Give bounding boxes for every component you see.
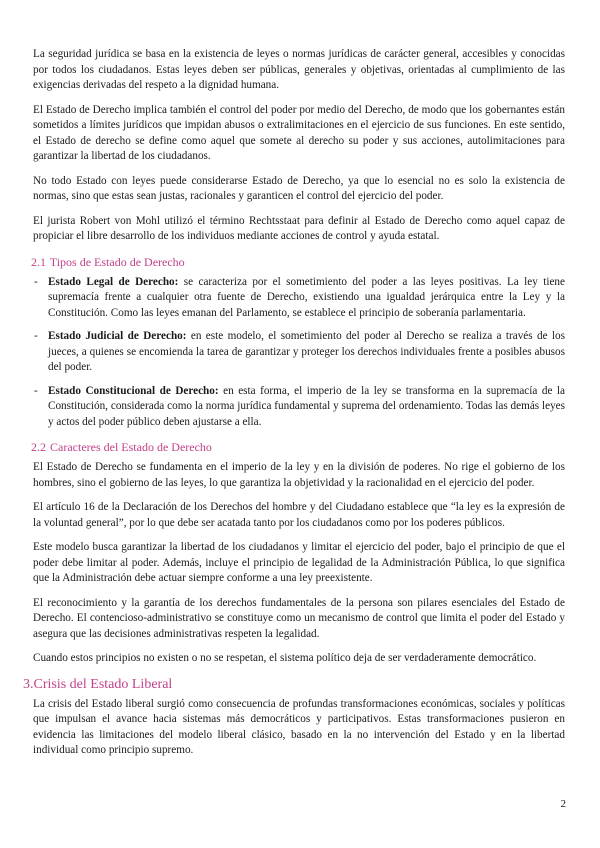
term-estado-legal: Estado Legal de Derecho: bbox=[48, 275, 179, 288]
description-estado-judicial: en este modelo, el sometimiento del poder al Derecho se realiza a través de los jueces, a quienes se encomienda la tarea de garantizar y proteger los derechos individuales frente a posibles abusos del poder. bbox=[48, 330, 565, 373]
section-2-2-heading bbox=[31, 440, 565, 455]
description-estado-legal: se caracteriza por el sometimiento del poder a las leyes positivas. La ley tiene supremacía frente a cualquier otra fuente de Derecho, existiendo una igualdad jerárquica entre la Ley y la Constitución. Como las leyes emanan del Parlamento, se establece el principio de soberanía parlamentaria. bbox=[48, 275, 565, 319]
section-2-2-number: 2.2 bbox=[31, 440, 46, 454]
intro-paragraph-2: El Estado de Derecho implica también el control del poder por medio del Derecho, de modo que los gobernantes están sometidos a límites jurídicos que impidan abusos o extralimitaciones en el ejercicio de sus funciones. En este sentido, el Estado de derecho se define como aquel que somete al derecho su poder y sus acciones, autolimitaciones para garantizar la libertad de los ciudadanos. bbox=[33, 103, 565, 162]
caracteres-paragraph-4: El reconocimiento y la garantía de los derechos fundamentales de la persona son pilares esenciales del Estado de Derecho. El contencioso-administrativo se constituye como un mecanismo de control que limita el poder del Estado y asegura que las decisiones administrativas respeten la legalidad. bbox=[33, 596, 565, 640]
intro-paragraph-1: La seguridad jurídica se basa en la existencia de leyes o normas jurídicas de carácter general, accesibles y conocidas por todos los ciudadanos. Estas leyes deben ser públicas, generales y objetivas, orientadas al cumplimiento de las exigencias derivadas del respeto a la dignidad humana. bbox=[33, 48, 565, 91]
caracteres-paragraph-3: Este modelo busca garantizar la libertad de los ciudadanos y limitar el ejercicio del poder, bajo el principio de que el poder debe limitar al poder. Además, incluye el principio de legalidad de la Administración Pública, lo que significa que la Administración debe actuar siempre conforme a una ley preexistente. bbox=[33, 541, 565, 584]
page-number: 2 bbox=[560, 798, 566, 810]
list-item-estado-legal bbox=[33, 275, 565, 322]
list-dash: - bbox=[34, 275, 38, 288]
section-2-1-number: 2.1 bbox=[31, 254, 46, 269]
section-3-heading bbox=[23, 676, 565, 693]
crisis-paragraph-1: La crisis del Estado liberal surgió como consecuencia de profundas transformaciones económicas, sociales y políticas que impulsan el avance hacia sistemas más democráticos y participativos. Estas transformaciones pusieron en evidencia las limitaciones del modelo liberal clásico, basado en la no intervención del Estado y en la libertad individual como principio supremo. bbox=[33, 697, 565, 756]
section-2-1-heading bbox=[31, 255, 565, 270]
section-2-2-title: Caracteres del Estado de Derecho bbox=[50, 440, 212, 454]
document-page bbox=[23, 47, 565, 768]
section-3-title: Crisis del Estado Liberal bbox=[33, 676, 173, 692]
term-estado-constitucional: Estado Constitucional de Derecho: bbox=[48, 384, 219, 397]
list-dash: - bbox=[34, 384, 38, 397]
tipos-list bbox=[33, 275, 565, 431]
caracteres-paragraph-2: El artículo 16 de la Declaración de los Derechos del hombre y del Ciudadano establece que “la ley es la expresión de la voluntad general”, por lo que debe ser acatada tanto por los ciudadanos como por los poderes públicos. bbox=[33, 501, 565, 529]
section-2-1-title: Tipos de Estado de Derecho bbox=[49, 254, 185, 269]
intro-paragraph-3: No todo Estado con leyes puede considerarse Estado de Derecho, ya que lo esencial no es solo la existencia de normas, sino que estas sean justas, racionales y garanticen el control del ejercicio del poder. bbox=[33, 174, 565, 202]
term-estado-judicial: Estado Judicial de Derecho: bbox=[48, 330, 187, 342]
list-item-estado-constitucional bbox=[33, 384, 565, 431]
intro-paragraph-4: El jurista Robert von Mohl utilizó el término Rechtsstaat para definir al Estado de Derecho como aquel capaz de propiciar el libre desarrollo de los individuos mediante acciones de control y ayuda estatal. bbox=[33, 214, 565, 242]
section-3-number: 3. bbox=[23, 676, 34, 692]
list-item-estado-judicial bbox=[33, 329, 565, 376]
caracteres-paragraph-5: Cuando estos principios no existen o no se respetan, el sistema político deja de ser verdaderamente democrático. bbox=[33, 652, 537, 664]
caracteres-paragraph-1: El Estado de Derecho se fundamenta en el imperio de la ley y en la división de poderes. No rige el gobierno de los hombres, sino el gobierno de las leyes, lo que garantiza la objetividad y la racionalidad en el ejercicio del poder. bbox=[33, 461, 565, 489]
description-estado-constitucional: en esta forma, el imperio de la ley se transforma en la supremacía de la Constitución, considerada como la norma jurídica fundamental y suprema del ordenamiento. Todas las demás leyes y actos del poder público deben ajustarse a ella. bbox=[48, 384, 565, 428]
list-dash: - bbox=[34, 330, 38, 342]
